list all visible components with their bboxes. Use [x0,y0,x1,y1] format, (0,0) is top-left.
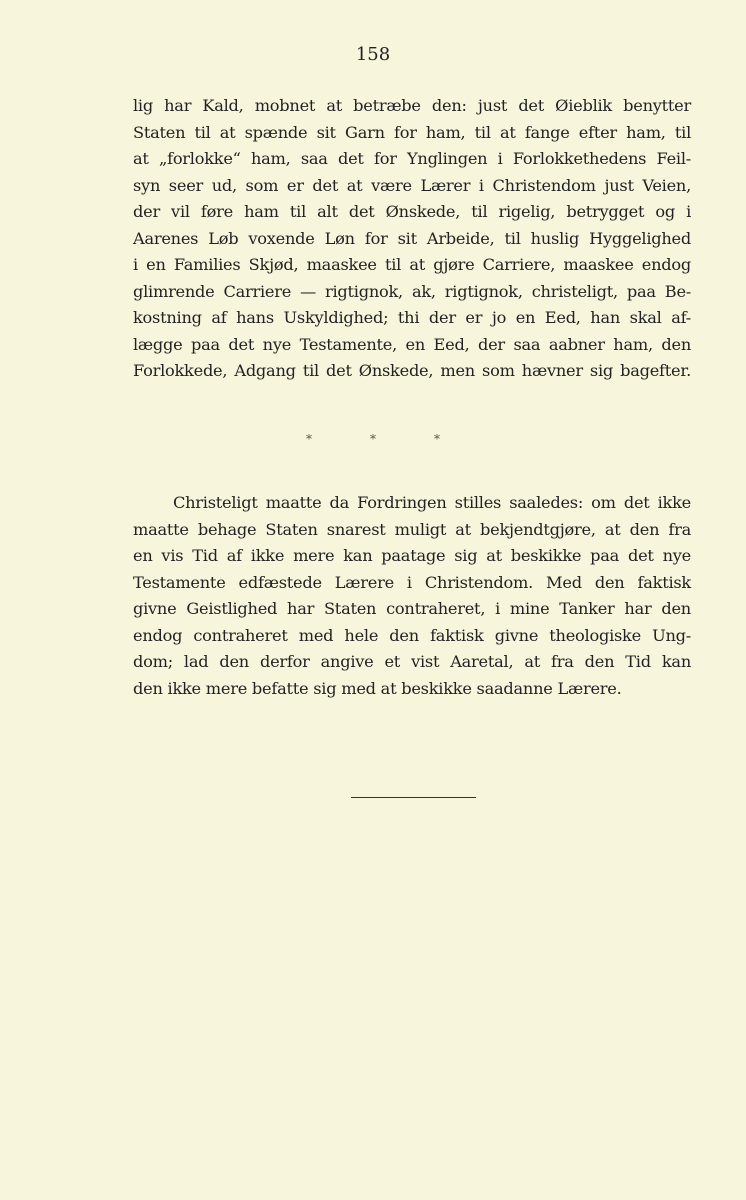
text-line: Forlokkede, Adgang til det Ønskede, men som hævner sig bagefter. [133,361,691,380]
text-line: givne Geistlighed har Staten contraheret, i mine Tanker har den [133,599,691,618]
text-line: at „forlokke“ ham, saa det for Ynglingen i Forlokkethedens Feil- [133,149,691,168]
text-line: glimrende Carriere — rigtignok, ak, rigtignok, christeligt, paa Be- [133,281,691,301]
text-line: kostning af hans Uskyldighed; thi der er jo en Eed, han skal af- [133,308,691,327]
asterisk: * [434,432,440,446]
text-line: lig har Kald, mobnet at betræbe den: just det Øieblik benytter [133,96,691,115]
paragraph-2 [133,490,691,702]
text-line: dom; lad den derfor angive et vist Aaretal, at fra den Tid kan [133,652,691,671]
paragraph-1 [133,93,691,385]
asterisk: * [306,432,312,446]
text-line: en vis Tid af ikke mere kan paatage sig at beskikke paa det nye [133,546,691,565]
closing-rule [351,797,476,798]
text-line: Aarenes Løb voxende Løn for sit Arbeide, til huslig Hyggelighed [133,228,691,248]
text-line: Christeligt maatte da Fordringen stilles saaledes: om det ikke [173,493,691,512]
text-line: Testamente edfæstede Lærere i Christendom. Med den faktisk [133,572,691,592]
text-line: den ikke mere befatte sig med at beskikke saadanne Lærere. [133,678,622,698]
section-separator [0,432,746,446]
text-line: der vil føre ham til alt det Ønskede, til rigelig, betrygget og i [133,202,691,221]
text-line: lægge paa det nye Testamente, en Eed, der saa aabner ham, den [133,334,691,354]
text-line: Staten til at spænde sit Garn for ham, til at fange efter ham, til [133,122,691,142]
text-line: endog contraheret med hele den faktisk givne theologiske Ung- [133,625,691,645]
text-line: maatte behage Staten snarest muligt at bekjendtgjøre, at den fra [133,519,691,539]
asterisk: * [370,432,376,446]
text-line: syn seer ud, som er det at være Lærer i Christendom just Veien, [133,175,691,195]
page-number: 158 [355,44,391,65]
text-line: i en Families Skjød, maaskee til at gjøre Carriere, maaskee endog [133,255,691,274]
